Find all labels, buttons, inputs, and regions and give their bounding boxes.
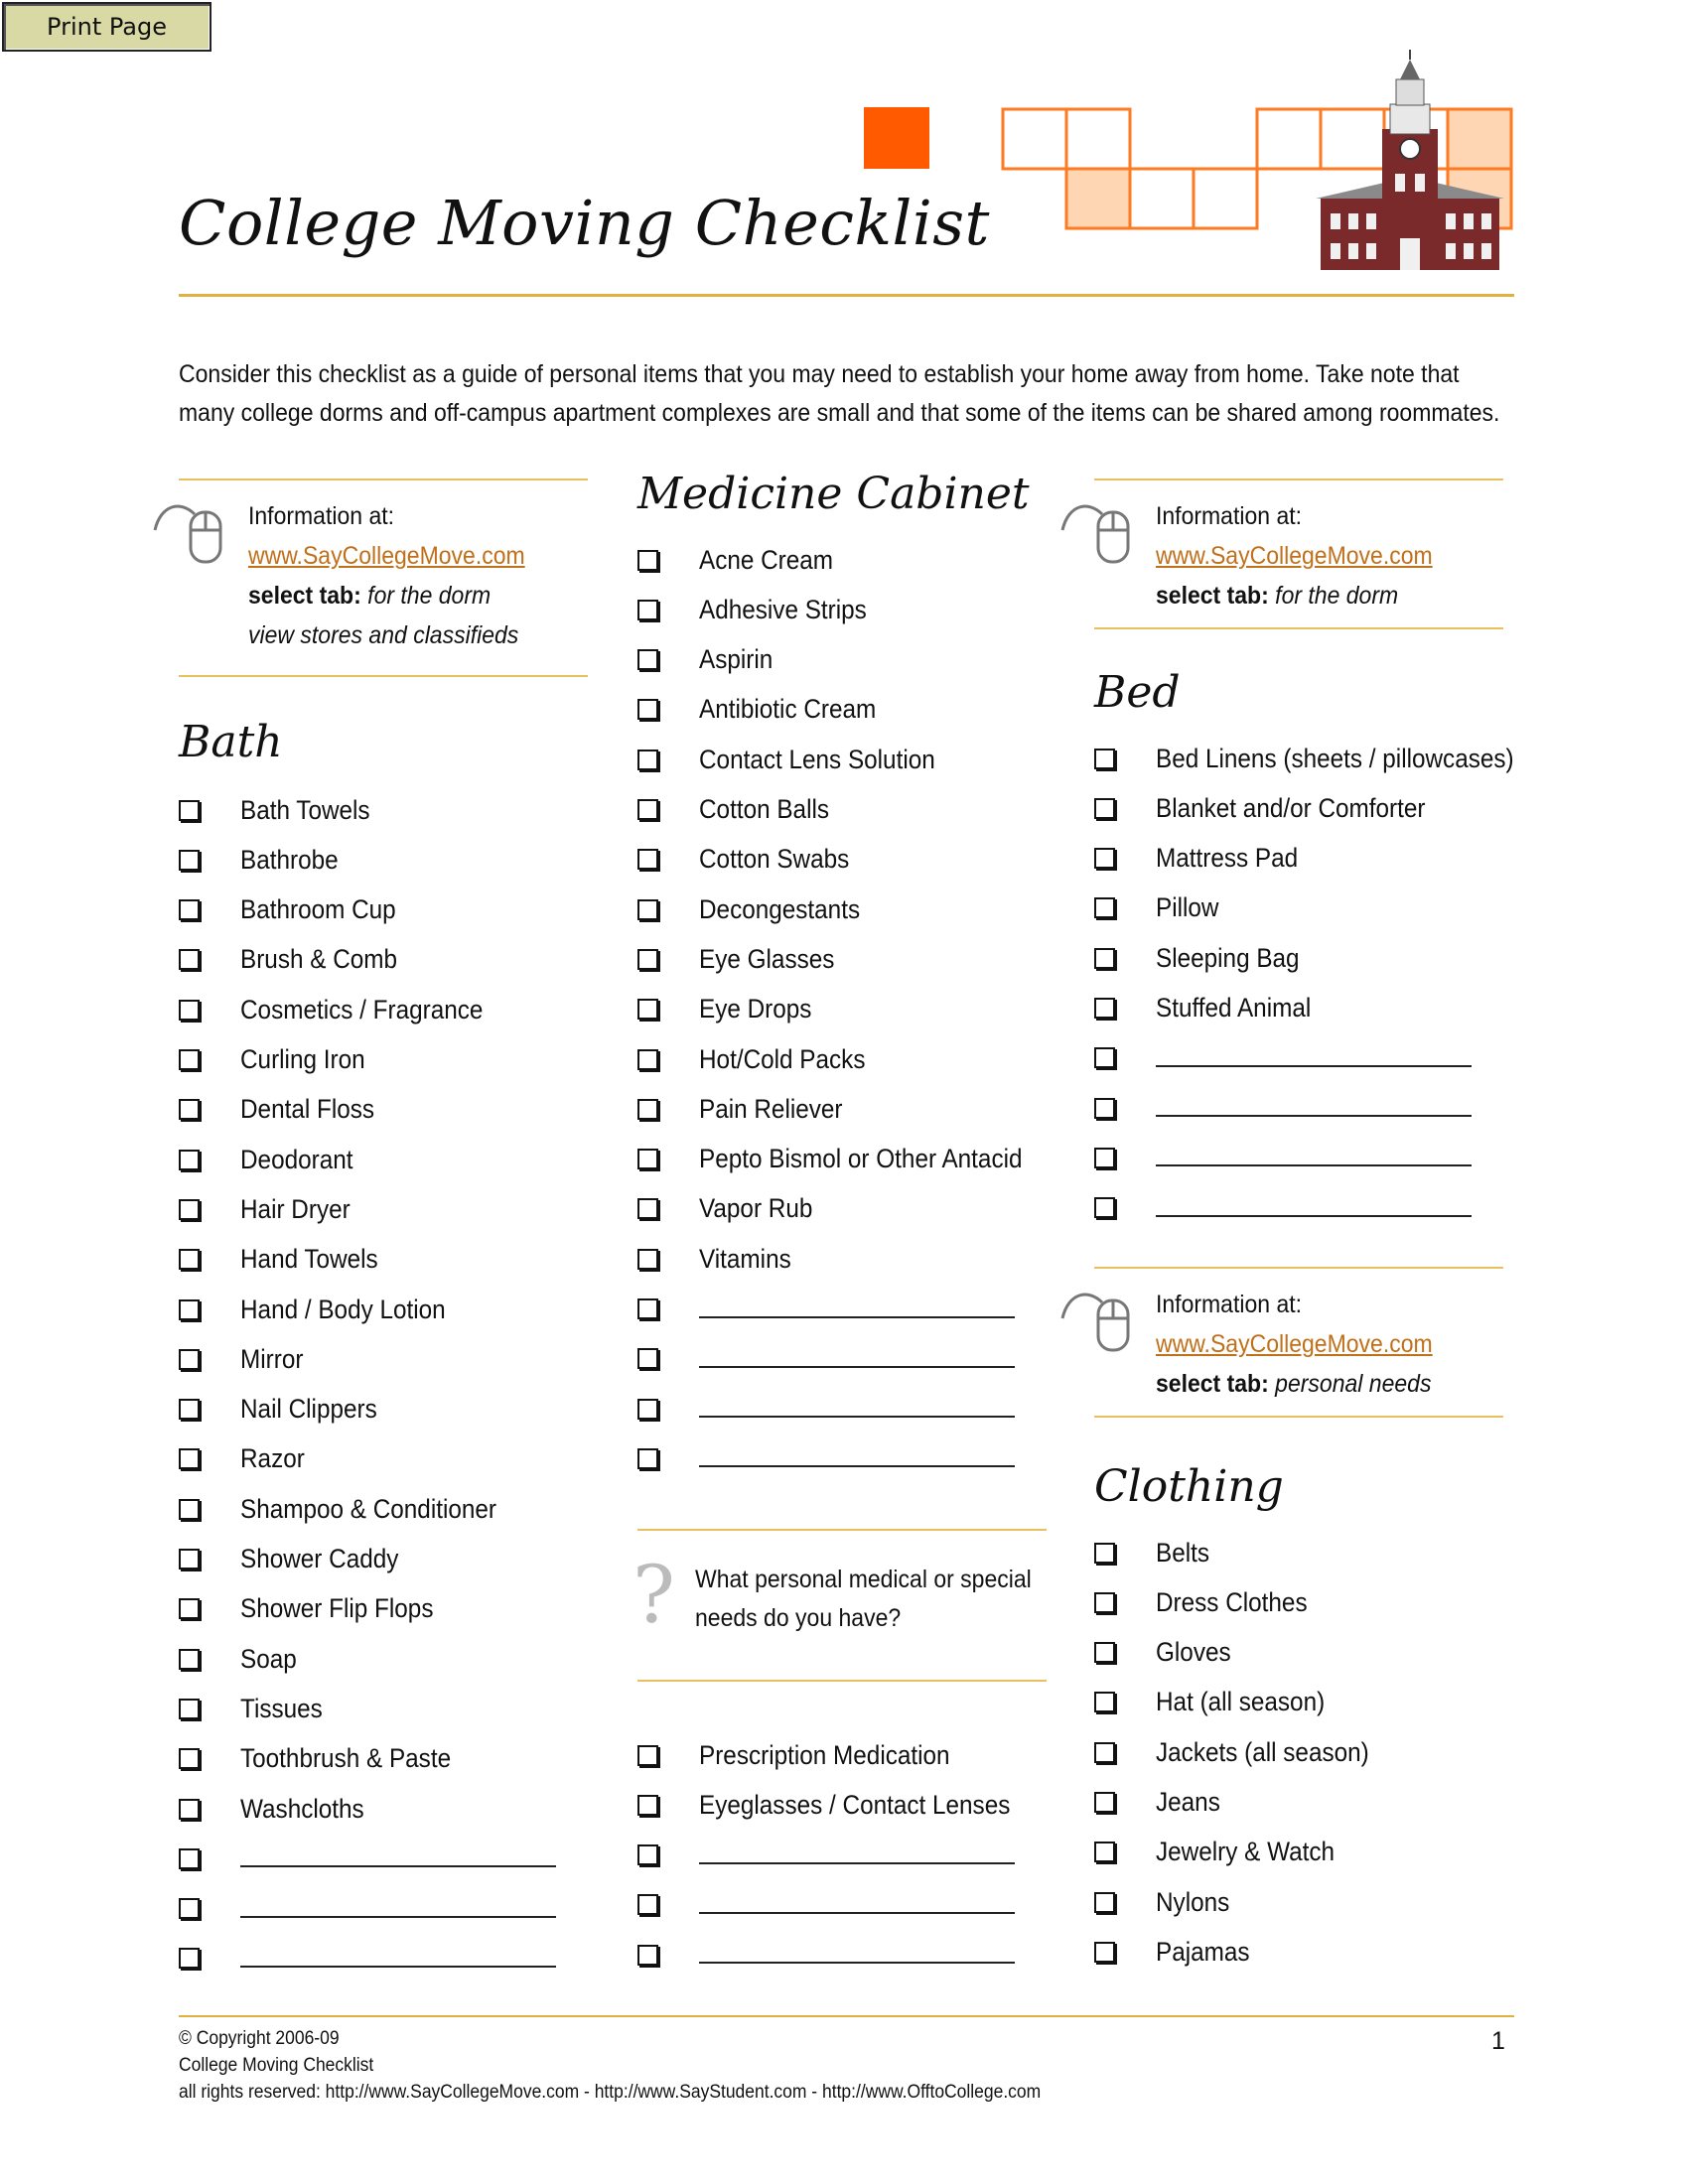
checklist-item-label: Dental Floss [240, 1094, 375, 1125]
info-divider [1094, 1416, 1503, 1418]
checklist-item-label: Bath Towels [240, 794, 370, 825]
checkbox[interactable] [637, 1795, 658, 1816]
saycollegemove-link[interactable]: www.SayCollegeMove.com [248, 542, 525, 570]
checklist-item-label: Belts [1156, 1537, 1210, 1568]
checkbox[interactable] [179, 1499, 200, 1520]
checkbox[interactable] [179, 1848, 200, 1869]
checkbox[interactable] [179, 1898, 200, 1919]
checklist-item-label: Toothbrush & Paste [240, 1743, 452, 1774]
checkbox[interactable] [179, 1000, 200, 1021]
question-mark-icon: ? [633, 1549, 675, 1641]
checkbox[interactable] [179, 1349, 200, 1370]
checkbox[interactable] [1094, 1892, 1115, 1913]
checkbox[interactable] [637, 600, 658, 620]
checkbox[interactable] [637, 1448, 658, 1469]
checkbox[interactable] [179, 850, 200, 871]
checkbox[interactable] [179, 1699, 200, 1719]
checklist-item-label: Prescription Medication [699, 1739, 950, 1770]
checkbox[interactable] [179, 949, 200, 970]
checklist-item-label: Tissues [240, 1693, 323, 1723]
checkbox[interactable] [637, 1198, 658, 1219]
checkbox[interactable] [179, 1249, 200, 1270]
checkbox[interactable] [637, 999, 658, 1020]
checklist-item-label: Cotton Swabs [699, 844, 850, 875]
checklist-item-label: Hand Towels [240, 1244, 378, 1275]
write-in-line[interactable] [699, 1316, 1015, 1318]
mouse-icon [1058, 1283, 1138, 1362]
checkbox[interactable] [1094, 1692, 1115, 1712]
checklist-item-label: Shampoo & Conditioner [240, 1493, 497, 1524]
checkbox[interactable] [637, 1049, 658, 1070]
checklist-item-label: Pajamas [1156, 1936, 1250, 1967]
checkbox[interactable] [637, 899, 658, 920]
checkbox[interactable] [179, 1948, 200, 1969]
footer [179, 2025, 1041, 2106]
write-in-line[interactable] [699, 1416, 1015, 1418]
checklist-item-label: Bathrobe [240, 844, 339, 875]
checkbox[interactable] [1094, 798, 1115, 819]
mouse-icon [1058, 494, 1138, 574]
checklist-item-label: Bathroom Cup [240, 894, 396, 925]
checkbox[interactable] [637, 649, 658, 670]
checkbox[interactable] [179, 800, 200, 821]
checkbox[interactable] [179, 1799, 200, 1820]
info-divider [1094, 1267, 1503, 1269]
medical-needs-question [695, 1561, 1032, 1638]
checkbox[interactable] [179, 1049, 200, 1070]
info-label: Information at: [1156, 502, 1303, 530]
question-line: What personal medical or special [695, 1566, 1032, 1593]
checklist-item-label: Jackets (all season) [1156, 1736, 1369, 1767]
checkbox[interactable] [637, 550, 658, 571]
info-label: Information at: [248, 502, 395, 530]
select-tab-label: select tab: [248, 582, 361, 610]
checkbox[interactable] [637, 750, 658, 770]
checkbox[interactable] [637, 1399, 658, 1420]
checkbox[interactable] [1094, 1742, 1115, 1763]
info-label: Information at: [1156, 1291, 1303, 1318]
saycollegemove-link[interactable]: www.SayCollegeMove.com [1156, 1330, 1433, 1358]
checklist-item-label: Hair Dryer [240, 1193, 351, 1224]
question-divider [637, 1680, 1047, 1682]
checkbox[interactable] [637, 1099, 658, 1120]
info-divider [179, 478, 588, 480]
write-in-line[interactable] [240, 1865, 556, 1867]
checkbox[interactable] [637, 799, 658, 820]
select-tab-label: select tab: [1156, 1370, 1269, 1398]
info-box-1 [248, 496, 549, 655]
checklist-item-label: Pepto Bismol or Other Antacid [699, 1144, 1023, 1174]
question-divider [637, 1529, 1047, 1531]
checkbox[interactable] [637, 1249, 658, 1270]
checklist-item-label: Cotton Balls [699, 794, 830, 824]
checkbox[interactable] [1094, 1642, 1115, 1663]
write-in-line[interactable] [240, 1966, 556, 1968]
write-in-line[interactable] [1156, 1164, 1472, 1166]
checkbox[interactable] [637, 1945, 658, 1966]
checklist-item-label: Adhesive Strips [699, 594, 867, 624]
checklist-item-label: Eyeglasses / Contact Lenses [699, 1789, 1011, 1820]
checklist-item-label: Nylons [1156, 1886, 1230, 1917]
intro-paragraph [179, 355, 1531, 433]
checkbox[interactable] [179, 1150, 200, 1170]
select-tab-label: select tab: [1156, 582, 1269, 610]
checkbox[interactable] [1094, 948, 1115, 969]
checklist-item-label: Mattress Pad [1156, 843, 1299, 874]
checkbox[interactable] [637, 849, 658, 870]
checkbox[interactable] [637, 1348, 658, 1369]
checklist-item-label: Cosmetics / Fragrance [240, 994, 484, 1024]
checklist-item-label: Vitamins [699, 1243, 791, 1274]
checklist-item-label: Blanket and/or Comforter [1156, 792, 1426, 823]
checkbox[interactable] [1094, 1842, 1115, 1862]
checklist-item-label: Shower Caddy [240, 1544, 399, 1573]
write-in-line[interactable] [699, 1366, 1015, 1368]
checklist-item-label: Jeans [1156, 1787, 1220, 1817]
checklist-item-label: Soap [240, 1643, 297, 1674]
footer-divider [179, 2015, 1514, 2017]
checklist-item-label: Vapor Rub [699, 1193, 813, 1224]
checkbox[interactable] [1094, 998, 1115, 1019]
checkbox[interactable] [1094, 1148, 1115, 1168]
checkbox[interactable] [1094, 1197, 1115, 1218]
write-in-line[interactable] [1156, 1065, 1472, 1067]
checklist-item-label: Hat (all season) [1156, 1687, 1326, 1717]
checkbox[interactable] [179, 1199, 200, 1220]
select-tab-value: for the dorm [1275, 582, 1399, 610]
checklist-item-label: Mirror [240, 1343, 304, 1374]
checklist-item-label: Dress Clothes [1156, 1586, 1308, 1617]
intro-line: many college dorms and off-campus apartment complexes are small and that some of the items can be shared among roommates. [179, 399, 1500, 427]
checkbox[interactable] [1094, 897, 1115, 918]
checklist-item-label: Nail Clippers [240, 1394, 377, 1425]
checkbox[interactable] [637, 699, 658, 720]
write-in-line[interactable] [1156, 1215, 1472, 1217]
checkbox[interactable] [1094, 1942, 1115, 1963]
checklist-item-label: Brush & Comb [240, 944, 398, 975]
checklist-item-label: Acne Cream [699, 544, 834, 575]
write-in-line[interactable] [699, 1912, 1015, 1914]
write-in-line[interactable] [699, 1465, 1015, 1467]
checkbox[interactable] [1094, 1592, 1115, 1613]
checkbox[interactable] [637, 1149, 658, 1169]
checkbox[interactable] [1094, 1792, 1115, 1813]
checklist-item-label: Aspirin [699, 644, 774, 675]
checklist-item-label: Curling Iron [240, 1044, 365, 1074]
saycollegemove-link[interactable]: www.SayCollegeMove.com [1156, 542, 1433, 570]
checklist-item-label: Deodorant [240, 1144, 353, 1174]
checklist-item-label: Razor [240, 1443, 305, 1474]
write-in-line[interactable] [240, 1916, 556, 1918]
select-tab-value: personal needs [1275, 1370, 1432, 1398]
checklist-item-label: Bed Linens (sheets / pillowcases) [1156, 743, 1514, 773]
info-divider [1094, 627, 1503, 629]
checkbox[interactable] [179, 1399, 200, 1420]
checkbox[interactable] [637, 1894, 658, 1915]
question-line: needs do you have? [695, 1604, 902, 1632]
page-number: 1 [1491, 2027, 1505, 2055]
page-title: College Moving Checklist [179, 187, 990, 259]
info-divider [179, 675, 588, 677]
checkbox[interactable] [1094, 848, 1115, 869]
checkbox[interactable] [179, 1748, 200, 1769]
write-in-line[interactable] [699, 1862, 1015, 1864]
checklist-item-label: Shower Flip Flops [240, 1593, 434, 1624]
mouse-icon [151, 494, 230, 574]
info-extra: view stores and classifieds [248, 621, 519, 649]
section-title-medicine-cabinet: Medicine Cabinet [637, 469, 1030, 519]
checkbox[interactable] [179, 899, 200, 920]
checkbox[interactable] [637, 1844, 658, 1865]
checklist-item-label: Stuffed Animal [1156, 993, 1312, 1023]
section-title-clothing: Clothing [1094, 1461, 1284, 1512]
checklist-item-label: Pillow [1156, 892, 1219, 923]
checklist-item-label: Decongestants [699, 893, 861, 924]
checkbox[interactable] [1094, 1098, 1115, 1119]
checklist-item-label: Eye Glasses [699, 943, 835, 974]
checkbox[interactable] [179, 1099, 200, 1120]
checkbox[interactable] [637, 1298, 658, 1319]
section-title-bed: Bed [1094, 667, 1181, 718]
checkbox[interactable] [179, 1549, 200, 1570]
checklist-item-label: Hand / Body Lotion [240, 1294, 446, 1324]
checklist-item-label: Gloves [1156, 1637, 1231, 1668]
checkbox[interactable] [179, 1649, 200, 1670]
checkbox[interactable] [1094, 1543, 1115, 1564]
checklist-item-label: Contact Lens Solution [699, 744, 935, 774]
checklist-item-label: Antibiotic Cream [699, 694, 877, 725]
checkbox[interactable] [179, 1598, 200, 1619]
checkbox[interactable] [179, 1299, 200, 1320]
intro-line: Consider this checklist as a guide of personal items that you may need to establish your home away from home. Take note that [179, 360, 1460, 388]
write-in-line[interactable] [699, 1962, 1015, 1964]
checklist-item-label: Eye Drops [699, 994, 812, 1024]
checklist-item-label: Pain Reliever [699, 1093, 843, 1124]
checklist-item-label: Sleeping Bag [1156, 942, 1300, 973]
checklist-item-label: Washcloths [240, 1793, 364, 1824]
print-page-button[interactable]: Print Page [2, 2, 211, 52]
info-box-2 [1156, 496, 1457, 615]
footer-copyright: © Copyright 2006-09 [179, 2028, 340, 2049]
footer-rights: all rights reserved: http://www.SayCollegeMove.com - http://www.SayStudent.com - http://www.OfftoCollege.com [179, 2082, 1042, 2103]
title-divider [179, 294, 1514, 297]
write-in-line[interactable] [1156, 1115, 1472, 1117]
footer-doc-name: College Moving Checklist [179, 2055, 374, 2076]
checklist-item-label: Hot/Cold Packs [699, 1043, 866, 1074]
select-tab-value: for the dorm [367, 582, 492, 610]
checkbox[interactable] [637, 949, 658, 970]
checkbox[interactable] [1094, 749, 1115, 769]
checkbox[interactable] [1094, 1047, 1115, 1068]
checkbox[interactable] [637, 1745, 658, 1766]
checkbox[interactable] [179, 1448, 200, 1469]
checklist-item-label: Jewelry & Watch [1156, 1837, 1336, 1867]
info-divider [1094, 478, 1503, 480]
info-box-3 [1156, 1285, 1457, 1404]
section-title-bath: Bath [179, 717, 283, 767]
